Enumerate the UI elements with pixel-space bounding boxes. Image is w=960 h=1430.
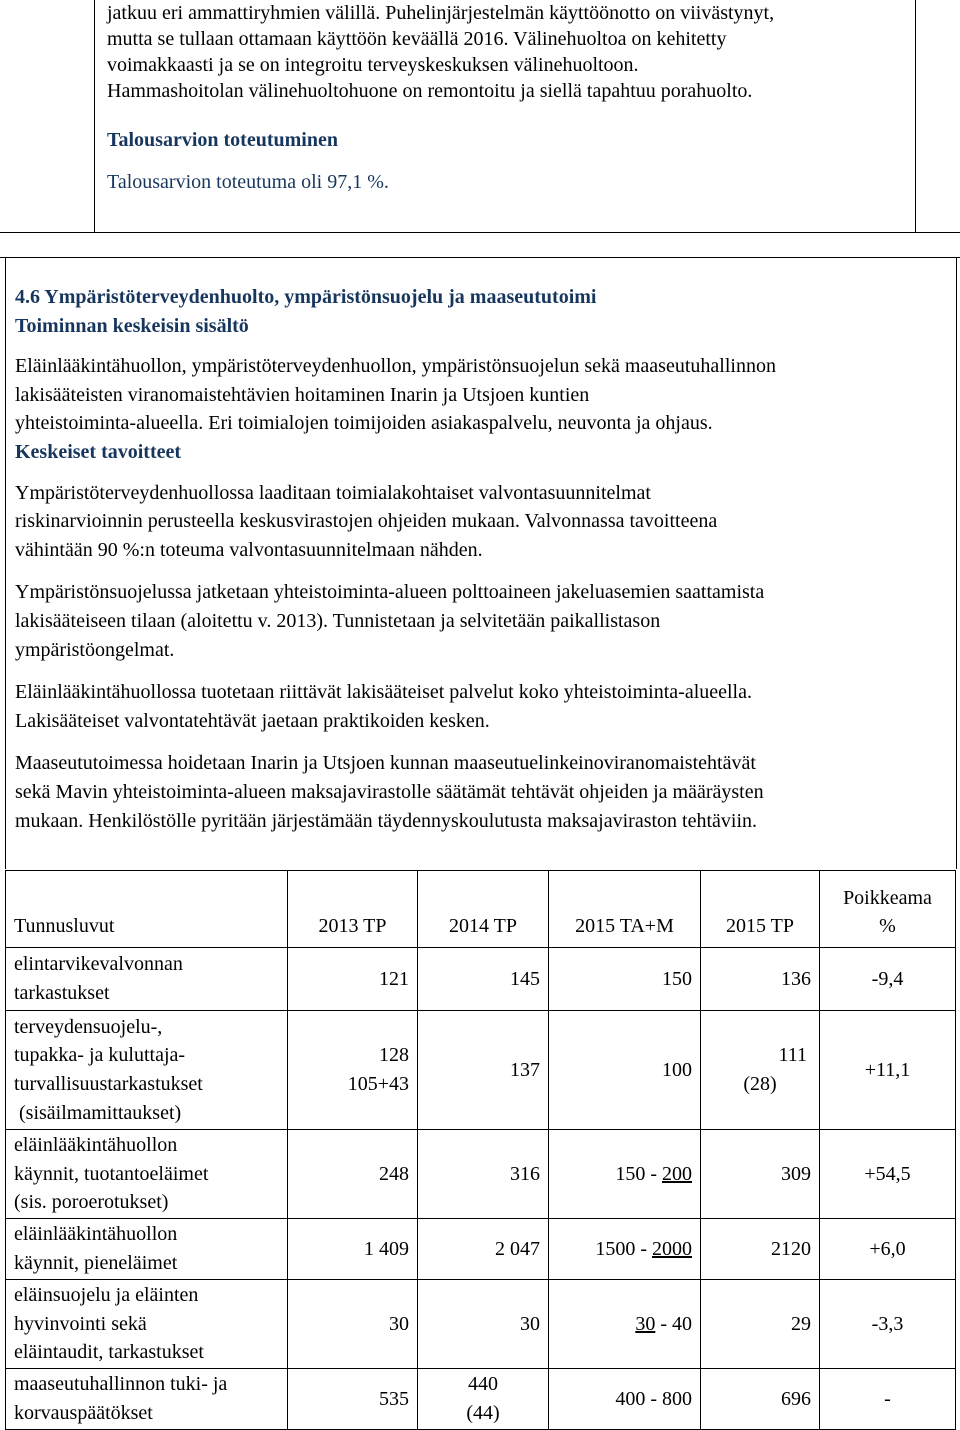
text-line: mutta se tullaan ottamaan käyttöön keväällä 2016. Välinehuoltoa on kehitetty xyxy=(107,28,727,50)
header-2015-budget: 2015 TA+M xyxy=(549,871,701,948)
row-name: eläinlääkintähuollon käynnit, tuotantoeläimet (sis. poroerotukset) xyxy=(6,1130,288,1219)
cell-2015-budget: 1500 - 2000 xyxy=(549,1219,701,1280)
table-row xyxy=(6,948,956,1011)
cell-2014: 30 xyxy=(418,1280,549,1369)
goal-paragraph xyxy=(15,678,950,735)
cell-2014: 145 xyxy=(418,948,549,1011)
cell-deviation: +54,5 xyxy=(820,1130,956,1219)
text-line: Hammashoitolan välinehuoltohuone on remontoitu ja siellä tapahtuu porahuolto. xyxy=(107,80,753,102)
cell-2014: 316 xyxy=(418,1130,549,1219)
cell-2013: 30 xyxy=(288,1280,418,1369)
text-line: Eläinlääkintähuollon, ympäristöterveydenhuollon, ympäristönsuojelun sekä maaseutuhallinnon xyxy=(15,355,776,378)
cell-2015: 309 xyxy=(701,1130,820,1219)
goal-paragraph xyxy=(15,479,950,565)
text-line: mukaan. Henkilöstölle pyritään järjestämään täydennyskoulutusta maksajaviraston tehtäviin. xyxy=(15,809,758,832)
cell-2015: 29 xyxy=(701,1280,820,1369)
header-name: Tunnusluvut xyxy=(6,871,288,948)
cell-2013: 535 xyxy=(288,1369,418,1430)
section-box xyxy=(5,257,957,869)
text-line: yhteistoiminta-alueella. Eri toimialojen toimijoiden asiakaspalvelu, neuvonta ja ohjaus. xyxy=(15,412,713,435)
content-paragraph xyxy=(15,352,950,438)
cell-2015-budget: 100 xyxy=(549,1011,701,1130)
table-row xyxy=(6,1130,956,1219)
cell-2015: 2120 xyxy=(701,1219,820,1280)
text-line: lakisääteiseen tilaan (aloitettu v. 2013). Tunnistetaan ja selvitetään paikallistason xyxy=(15,609,661,632)
cell-2013: 1 409 xyxy=(288,1219,418,1280)
header-2014: 2014 TP xyxy=(418,871,549,948)
row-name: eläinlääkintähuollon käynnit, pieneläimet xyxy=(6,1219,288,1280)
cell-2013: 121 xyxy=(288,948,418,1011)
row-name: elintarvikevalvonnan tarkastukset xyxy=(6,948,288,1011)
table-row xyxy=(6,1011,956,1130)
row-name: maaseutuhallinnon tuki- ja korvauspäätökset xyxy=(6,1369,288,1430)
row-name: terveydensuojelu-, tupakka- ja kuluttaja- turvallisuustarkastukset (sisäilmamittaukset) xyxy=(6,1011,288,1130)
header-2015: 2015 TP xyxy=(701,871,820,948)
cell-2015-budget: 30 - 40 xyxy=(549,1280,701,1369)
cell-deviation: -3,3 xyxy=(820,1280,956,1369)
cell-2014: 2 047 xyxy=(418,1219,549,1280)
budget-heading: Talousarvion toteutuminen xyxy=(107,129,338,151)
cell-2014: 137 xyxy=(418,1011,549,1130)
cell-deviation: +11,1 xyxy=(820,1011,956,1130)
previous-section-box xyxy=(94,0,916,232)
table-header-row xyxy=(6,871,956,948)
cell-2015-budget: 400 - 800 xyxy=(549,1369,701,1430)
header-2013: 2013 TP xyxy=(288,871,418,948)
text-line: Ympäristöterveydenhuollossa laaditaan toimialakohtaiset valvontasuunnitelmat xyxy=(15,481,651,504)
goal-paragraph xyxy=(15,578,950,664)
text-line: Lakisääteiset valvontatehtävät jaetaan praktikoiden kesken. xyxy=(15,709,490,732)
text-line: vähintään 90 %:n toteuma valvontasuunnitelmaan nähden. xyxy=(15,538,483,561)
table-row xyxy=(6,1219,956,1280)
goal-paragraph xyxy=(15,749,950,835)
goals-heading: Keskeiset tavoitteet xyxy=(15,440,182,463)
row-name: eläinsuojelu ja eläinten hyvinvointi sekä eläintaudit, tarkastukset xyxy=(6,1280,288,1369)
cell-2013: 128 105+43 xyxy=(288,1011,418,1130)
cell-deviation: +6,0 xyxy=(820,1219,956,1280)
text-line: Maaseututoimessa hoidetaan Inarin ja Utsjoen kunnan maaseutuelinkeinoviranomaistehtävät xyxy=(15,752,756,775)
divider xyxy=(0,232,960,233)
cell-2015: 111 (28) xyxy=(701,1011,820,1130)
text-line: voimakkaasti ja se on integroitu terveyskeskuksen välinehuoltoon. xyxy=(107,54,639,76)
budget-text: Talousarvion toteutuma oli 97,1 %. xyxy=(107,171,389,193)
content-heading: Toiminnan keskeisin sisältö xyxy=(15,314,249,337)
cell-2015: 696 xyxy=(701,1369,820,1430)
section-title: 4.6 Ympäristöterveydenhuolto, ympäristönsuojelu ja maaseututoimi xyxy=(15,286,597,308)
table-row xyxy=(6,1369,956,1430)
cell-2013: 248 xyxy=(288,1130,418,1219)
text-line: Ympäristönsuojelussa jatketaan yhteistoiminta-alueen polttoaineen jakeluasemien saattamista xyxy=(15,581,765,604)
cell-2015-budget: 150 - 200 xyxy=(549,1130,701,1219)
text-line: lakisääteisten viranomaistehtävien hoitaminen Inarin ja Utsjoen kuntien xyxy=(15,383,590,406)
intro-paragraph xyxy=(107,0,907,104)
header-deviation: Poikkeama % xyxy=(820,871,956,948)
cell-2015-budget: 150 xyxy=(549,948,701,1011)
text-line: sekä Mavin yhteistoiminta-alueen maksajavirastolle säätämät tehtävät ohjeiden ja määräysten xyxy=(15,780,764,803)
text-line: riskinarvioinnin perusteella keskusvirastojen ohjeiden mukaan. Valvonnassa tavoitteena xyxy=(15,510,718,533)
kpi-table xyxy=(5,870,956,1430)
cell-2015: 136 xyxy=(701,948,820,1011)
cell-deviation: - xyxy=(820,1369,956,1430)
table-row xyxy=(6,1280,956,1369)
cell-deviation: -9,4 xyxy=(820,948,956,1011)
text-line: jatkuu eri ammattiryhmien välillä. Puhelinjärjestelmän käyttöönotto on viivästynyt, xyxy=(107,2,775,24)
text-line: Eläinlääkintähuollossa tuotetaan riittävät lakisääteiset palvelut koko yhteistoiminta-alueella. xyxy=(15,681,752,704)
text-line: ympäristöongelmat. xyxy=(15,638,175,661)
cell-2014: 440 (44) xyxy=(418,1369,549,1430)
